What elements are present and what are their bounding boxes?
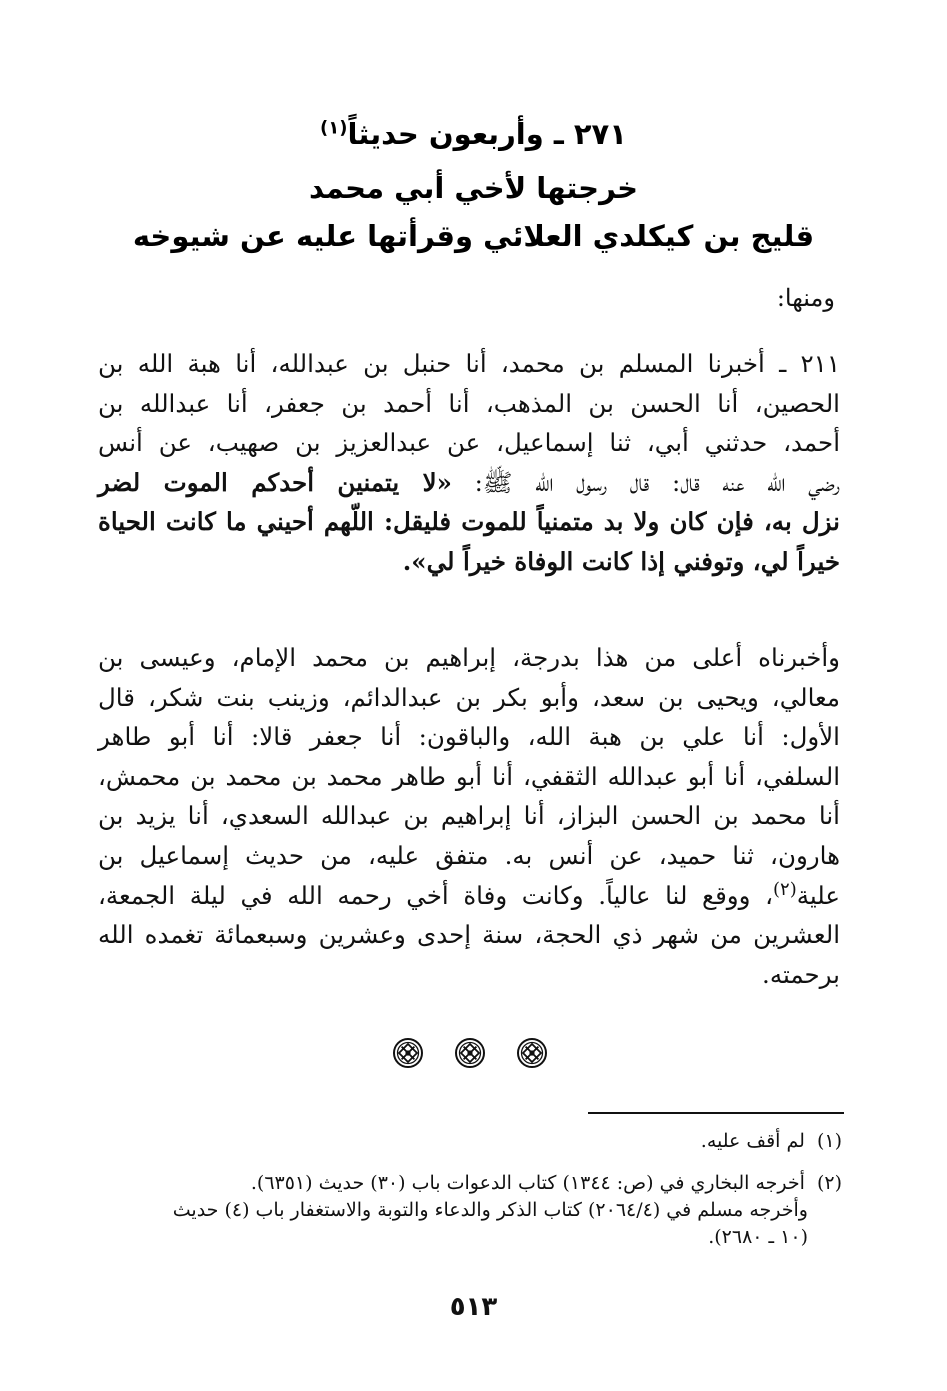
narration-line: الأول: أنا علي بن هبة الله، والباقون: أنا جعفر قالا: أنا أبو طاهر (98, 722, 840, 752)
hadith-line-text: أحمد، حدثني أبي، ثنا إسماعيل، عن عبدالعزيز بن صهيب، عن أنس (98, 428, 840, 458)
narration-line: هارون، ثنا حميد، عن أنس به. متفق عليه، من حديث إسماعيل بن (98, 840, 840, 870)
narration-line: برحمته. (762, 959, 840, 989)
ornament-icon (516, 1037, 548, 1069)
footnote-divider (588, 1112, 844, 1114)
hadith-matn: نزل به، فإن كان ولا بد متمنياً للموت فليقل: اللّهم أحيني ما كانت الحياة (98, 507, 840, 537)
footnote-ref-2: (٢) (773, 878, 797, 900)
narration-text: ، ووقع لنا عالياً. وكانت وفاة أخي رحمه الله في ليلة الجمعة، (98, 880, 773, 910)
hadith-matn: خيراً لي، وتوفني إذا كانت الوفاة خيراً لي». (402, 546, 840, 576)
narration-line: وأخبرناه أعلى من هذا بدرجة، إبراهيم بن محمد الإمام، وعيسى بن (98, 643, 840, 672)
hadith-line (98, 344, 840, 384)
intro-text: ومنها: (776, 284, 835, 312)
section-ornaments (392, 1037, 548, 1077)
hadith-line-text: ٢١١ ـ أخبرنا المسلم بن محمد، أنا حنبل بن عبدالله، أنا هبة الله بن (98, 349, 840, 378)
hadith-line (98, 463, 840, 503)
hadith-paragraph (98, 344, 840, 582)
footnote-text: أخرجه البخاري في (ص: ١٣٤٤) كتاب الدعوات باب (٣٠) حديث (٦٣٥١). (250, 1172, 805, 1194)
footnote-number: (٢) (816, 1172, 842, 1194)
hadith-line (98, 502, 840, 542)
narration-paragraph (98, 638, 840, 994)
narration-line: معالي، ويحيى بن سعد، وأبو بكر بن عبدالدائم، وزينب بنت شكر، قال (98, 682, 840, 712)
footnote-number: (١) (816, 1130, 842, 1152)
narration-line: أنا محمد بن الحسن البزاز، أنا إبراهيم بن عبدالله السعدي، أنا يزيد بن (98, 801, 840, 831)
chapter-subtitle-1: خرجتها لأخي أبي محمد (308, 171, 639, 205)
footnote-text: وأخرجه مسلم في (٢٠٦٤/٤) كتاب الذكر والدعاء والتوبة والاستغفار باب (٤) حديث (172, 1199, 808, 1221)
narration-line: العشرين من شهر ذي الحجة، سنة إحدى وعشرين وسبعمائة تغمده الله (98, 920, 840, 950)
hadith-line (98, 384, 840, 424)
hadith-line-text: الحصين، أنا الحسن بن المذهب، أنا أحمد بن جعفر، أنا عبدالله بن (98, 388, 840, 418)
footnote-2 (97, 1170, 842, 1251)
ornament-icon (392, 1037, 424, 1069)
hadith-matn: «لا يتمنين أحدكم الموت لضر (98, 467, 452, 497)
chapter-title (60, 112, 887, 156)
chapter-title-text: ٢٧١ ـ وأربعون حديثاً (347, 117, 627, 151)
footnote-text: (١٠ ـ ٢٦٨٠). (708, 1226, 808, 1248)
footnote-text: لم أقف عليه. (700, 1130, 805, 1152)
hadith-line (98, 423, 840, 463)
narration-line: السلفي، أنا أبو عبدالله الثقفي، أنا أبو طاهر محمد بن محمد بن محمش، (98, 761, 840, 791)
hadith-line-text: رضي الله عنه قال: قال رسول الله ﷺ: (451, 467, 840, 497)
narration-line (98, 876, 840, 916)
footnote-1 (97, 1128, 842, 1155)
narration-text: علية (796, 880, 840, 910)
ornament-icon (454, 1037, 486, 1069)
page-number: ٥١٣ (449, 1292, 498, 1322)
hadith-line (98, 542, 840, 582)
chapter-subtitle-2: قليج بن كيكلدي العلائي وقرأتها عليه عن شيوخه (132, 219, 815, 253)
footnote-ref-1: (١) (320, 117, 348, 139)
